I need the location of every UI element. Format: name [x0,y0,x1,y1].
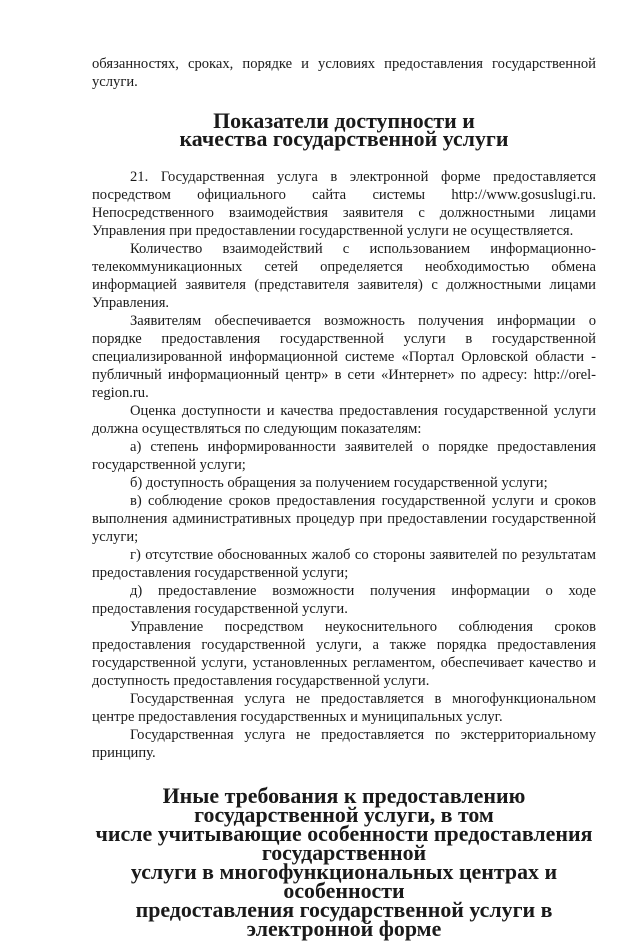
heading-line: качества государственной услуги [179,126,509,151]
list-item-d: д) предоставление возможности получения информации о ходе предоставления государственной услуги. [92,583,596,617]
heading-line: Иные требования к предоставлению государственной услуги, в том [162,783,526,827]
paragraph-21: 21. Государственная услуга в электронной форме предоставляется посредством официального сайта системы http://www.gosuslugi.ru. Непосредственного взаимодействия заявителя с должностными лицами Управления при предоставлении государственной услуги не осуществляется. [92,169,596,239]
section-heading-other-requirements [92,783,596,941]
heading-line: числе учитывающие особенности предоставления государственной [95,821,593,865]
paragraph-portal-info: Заявителям обеспечивается возможность получения информации о порядке предоставления государственной услуги в государственной специализированной информационной системе «Портал Орловской области - публичный информационный центр» в сети «Интернет» по адресу: http://orel-region.ru. [92,313,596,401]
heading-line: предоставления государственной услуги в электронной форме [135,897,553,941]
list-item-b: б) доступность обращения за получением государственной услуги; [130,475,548,491]
paragraph-extraterritorial: Государственная услуга не предоставляется по экстерриториальному принципу. [92,727,596,761]
paragraph-interactions: Количество взаимодействий с использованием информационно-телекоммуникационных сетей определяется необходимостью обмена информацией заявителя (представителя заявителя) с должностными лицами Управления. [92,241,596,311]
list-item-v: в) соблюдение сроков предоставления государственной услуги и сроков выполнения административных процедур при предоставлении государственной услуги; [92,493,596,545]
paragraph-assessment: Оценка доступности и качества предоставления государственной услуги должна осуществляться по следующим показателям: [92,403,596,437]
section-heading-accessibility [92,108,596,151]
paragraph-mfc: Государственная услуга не предоставляется в многофункциональном центре предоставления государственных и муниципальных услуг. [92,691,596,725]
document-page [92,55,596,941]
list-item-a: а) степень информированности заявителей о порядке предоставления государственной услуги; [92,439,596,473]
list-item-g: г) отсутствие обоснованных жалоб со стороны заявителей по результатам предоставления государственной услуги; [92,547,596,581]
heading-line: Показатели доступности и [213,108,475,133]
paragraph-quality: Управление посредством неукоснительного соблюдения сроков предоставления государственной услуги, а также порядка предоставления государственной услуги, установленных регламентом, обеспечивает качество и доступность предоставления государственной услуги. [92,619,596,689]
heading-line: услуги в многофункциональных центрах и особенности [130,859,558,903]
intro-paragraph: обязанностях, сроках, порядке и условиях предоставления государственной услуги. [92,56,596,90]
